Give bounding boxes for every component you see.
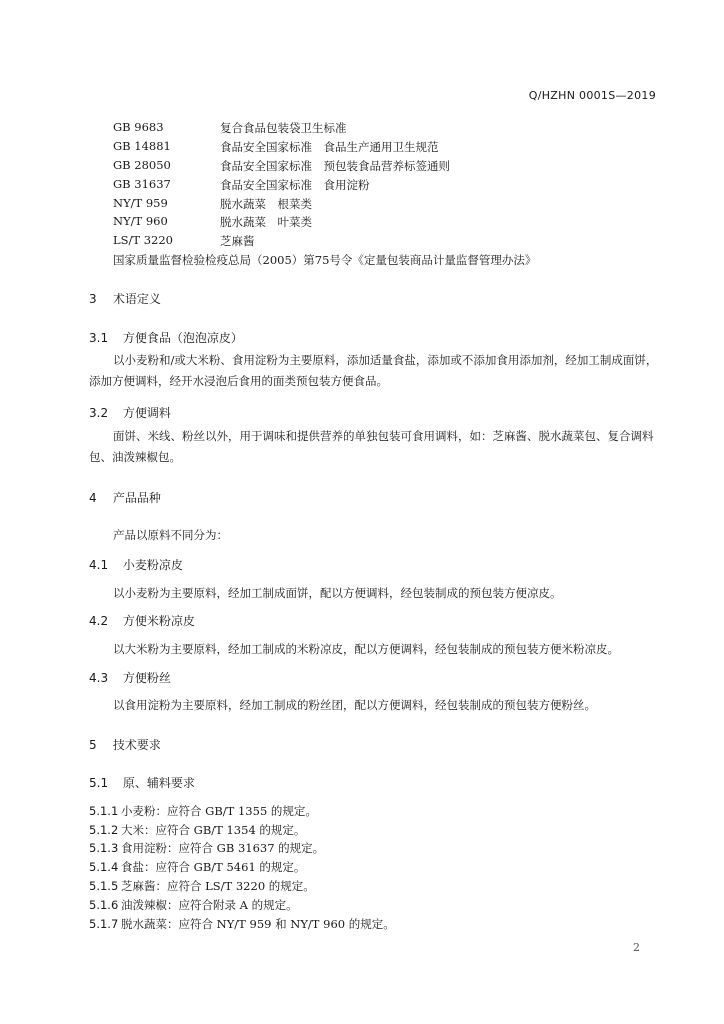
subsection-heading (89, 669, 171, 686)
item-text: 食用淀粉：应符合 GB 31637 的规定。 (121, 841, 325, 855)
section-title: 小麦粉凉皮 (122, 558, 183, 572)
reference-code: GB 9683 (113, 120, 164, 134)
section-number: 4.2 (89, 614, 109, 628)
section-title: 方便粉丝 (122, 671, 171, 685)
item-number: 5.1.5 (89, 879, 119, 893)
reference-title: 食品安全国家标准 预包装食品营养标签通则 (220, 159, 450, 173)
section-number: 3.1 (89, 331, 109, 345)
reference-code: GB 31637 (113, 177, 171, 191)
reference-title: 食品安全国家标准 食用淀粉 (220, 178, 370, 192)
item-text: 脱水蔬菜：应符合 NY/T 959 和 NY/T 960 的规定。 (121, 917, 395, 931)
reference-code: GB 28050 (113, 158, 171, 172)
section-number: 5 (89, 738, 97, 752)
paragraph: 以小麦粉和/或大米粉、食用淀粉为主要原料，添加适量食盐，添加或不添加食用添加剂，经加工制成面饼，添加方便调料，经开水浸泡后食用的面类预包装方便食品。 (89, 353, 658, 388)
item-text: 芝麻酱：应符合 LS/T 3220 的规定。 (121, 879, 315, 893)
reference-code: LS/T 3220 (113, 233, 173, 247)
section-number: 3 (89, 292, 97, 306)
list-item (89, 897, 298, 913)
list-item (89, 803, 317, 819)
reference-note: 国家质量监督检验检疫总局（2005）第75号令《定量包装商品计量监督管理办法》 (113, 253, 537, 267)
section-number: 5.1 (89, 776, 109, 790)
page-number: 2 (633, 941, 640, 954)
reference-code: GB 14881 (113, 139, 171, 153)
item-text: 大米：应符合 GB/T 1354 的规定。 (121, 823, 306, 837)
reference-title: 食品安全国家标准 食品生产通用卫生规范 (220, 140, 439, 154)
section-number: 4 (89, 491, 97, 505)
subsection-heading (89, 556, 183, 573)
subsection-heading (89, 404, 171, 421)
section-heading (89, 489, 161, 506)
section-number: 4.3 (89, 671, 109, 685)
list-item (89, 878, 315, 894)
section-number: 4.1 (89, 558, 109, 572)
section-heading (89, 736, 161, 753)
list-item (89, 840, 324, 856)
reference-title: 脱水蔬菜 叶菜类 (220, 215, 312, 229)
reference-title: 脱水蔬菜 根菜类 (220, 197, 312, 211)
subsection-heading (89, 612, 195, 629)
list-item (89, 822, 305, 838)
section-title: 原、辅料要求 (122, 776, 195, 790)
item-text: 油泼辣椒：应符合附录 A 的规定。 (121, 898, 298, 912)
paragraph: 面饼、米线、粉丝以外，用于调味和提供营养的单独包装可食用调料，如：芝麻酱、脱水蔬菜包、复合调料包、油泼辣椒包。 (89, 429, 654, 464)
paragraph: 产品以原料不同分为： (113, 528, 228, 542)
item-number: 5.1.4 (89, 860, 119, 874)
subsection-heading (89, 329, 243, 346)
item-number: 5.1.3 (89, 841, 119, 855)
item-text: 食盐：应符合 GB/T 5461 的规定。 (121, 860, 306, 874)
section-title: 方便调料 (122, 406, 171, 420)
reference-title: 复合食品包装袋卫生标准 (220, 121, 347, 135)
paragraph: 以小麦粉为主要原料，经加工制成面饼，配以方便调料，经包装制成的预包装方便凉皮。 (113, 586, 562, 600)
section-title: 产品品种 (112, 491, 161, 505)
paragraph: 以食用淀粉为主要原料，经加工制成的粉丝团，配以方便调料，经包装制成的预包装方便粉丝。 (113, 698, 596, 712)
section-title: 技术要求 (112, 738, 161, 752)
reference-code: NY/T 959 (113, 196, 168, 210)
subsection-heading (89, 774, 195, 791)
item-text: 小麦粉：应符合 GB/T 1355 的规定。 (121, 804, 317, 818)
section-title: 方便食品（泡泡凉皮） (122, 331, 243, 345)
section-title: 术语定义 (112, 292, 161, 306)
list-item (89, 916, 395, 932)
item-number: 5.1.1 (89, 804, 119, 818)
item-number: 5.1.6 (89, 898, 119, 912)
item-number: 5.1.2 (89, 823, 119, 837)
item-number: 5.1.7 (89, 917, 119, 931)
document-code-header: Q/HZHN 0001S—2019 (528, 89, 656, 102)
paragraph: 以大米粉为主要原料，经加工制成的米粉凉皮，配以方便调料，经包装制成的预包装方便米粉凉皮。 (113, 642, 619, 656)
list-item (89, 859, 305, 875)
reference-title: 芝麻酱 (220, 234, 255, 248)
section-title: 方便米粉凉皮 (122, 614, 195, 628)
section-heading (89, 290, 161, 307)
section-number: 3.2 (89, 406, 109, 420)
reference-code: NY/T 960 (113, 214, 168, 228)
